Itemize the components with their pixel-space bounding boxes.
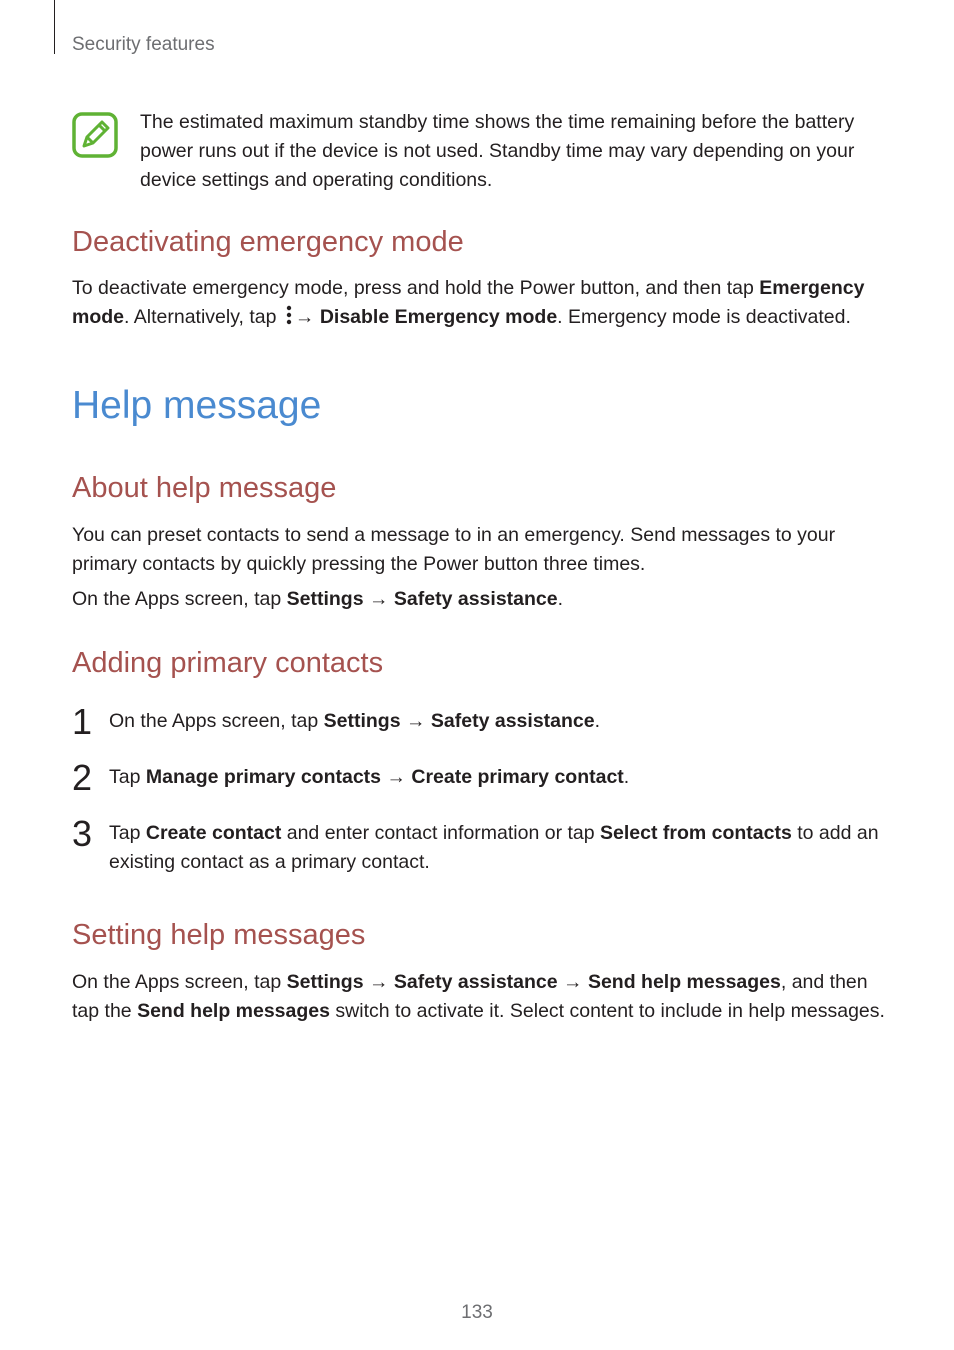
deactivating-paragraph: To deactivate emergency mode, press and hold the Power button, and then tap Emergency mode. Alternatively, tap → Disable Emergency mode. Emergency mode is deactivated.: [72, 277, 865, 328]
setting-paragraph: On the Apps screen, tap Settings → Safety assistance → Send help messages, and then tap the Send help messages switch to activate it. Select content to include in help messages.: [72, 971, 885, 1022]
step-number: 2: [72, 757, 93, 798]
heading-adding: Adding primary contacts: [72, 647, 384, 679]
about-paragraph-1: You can preset contacts to send a message to in an emergency. Send messages to your primary contacts by quickly pressing the Power button three times.: [72, 524, 836, 575]
step-number: 1: [72, 701, 93, 742]
page-number: 133: [461, 1302, 493, 1323]
heading-deactivating: Deactivating emergency mode: [72, 226, 464, 258]
note-pencil-icon: [72, 112, 118, 158]
page-title: Help message: [72, 384, 322, 427]
disable-emergency-label: Disable Emergency mode: [319, 305, 558, 328]
step-text: Tap Create contact and enter contact information or tap Select from contacts to add an existing contact as a primary contact.: [109, 822, 879, 873]
note-text: The estimated maximum standby time shows the time remaining before the battery power runs out if the device is not used. Standby time may vary depending on your device settings and operating conditions.: [140, 111, 855, 191]
section-header: Security features: [72, 34, 215, 55]
heading-setting: Setting help messages: [72, 919, 366, 951]
step-number: 3: [72, 813, 93, 854]
heading-about: About help message: [72, 472, 337, 504]
step-text: On the Apps screen, tap Settings → Safety assistance.: [109, 710, 601, 732]
about-paragraph-2: On the Apps screen, tap Settings → Safety assistance.: [72, 588, 564, 610]
more-options-icon: [285, 305, 293, 325]
header-rule: [54, 0, 55, 54]
emergency-mode-label: Emergency mode: [72, 277, 865, 328]
step-text: Tap Manage primary contacts → Create primary contact.: [109, 766, 630, 788]
